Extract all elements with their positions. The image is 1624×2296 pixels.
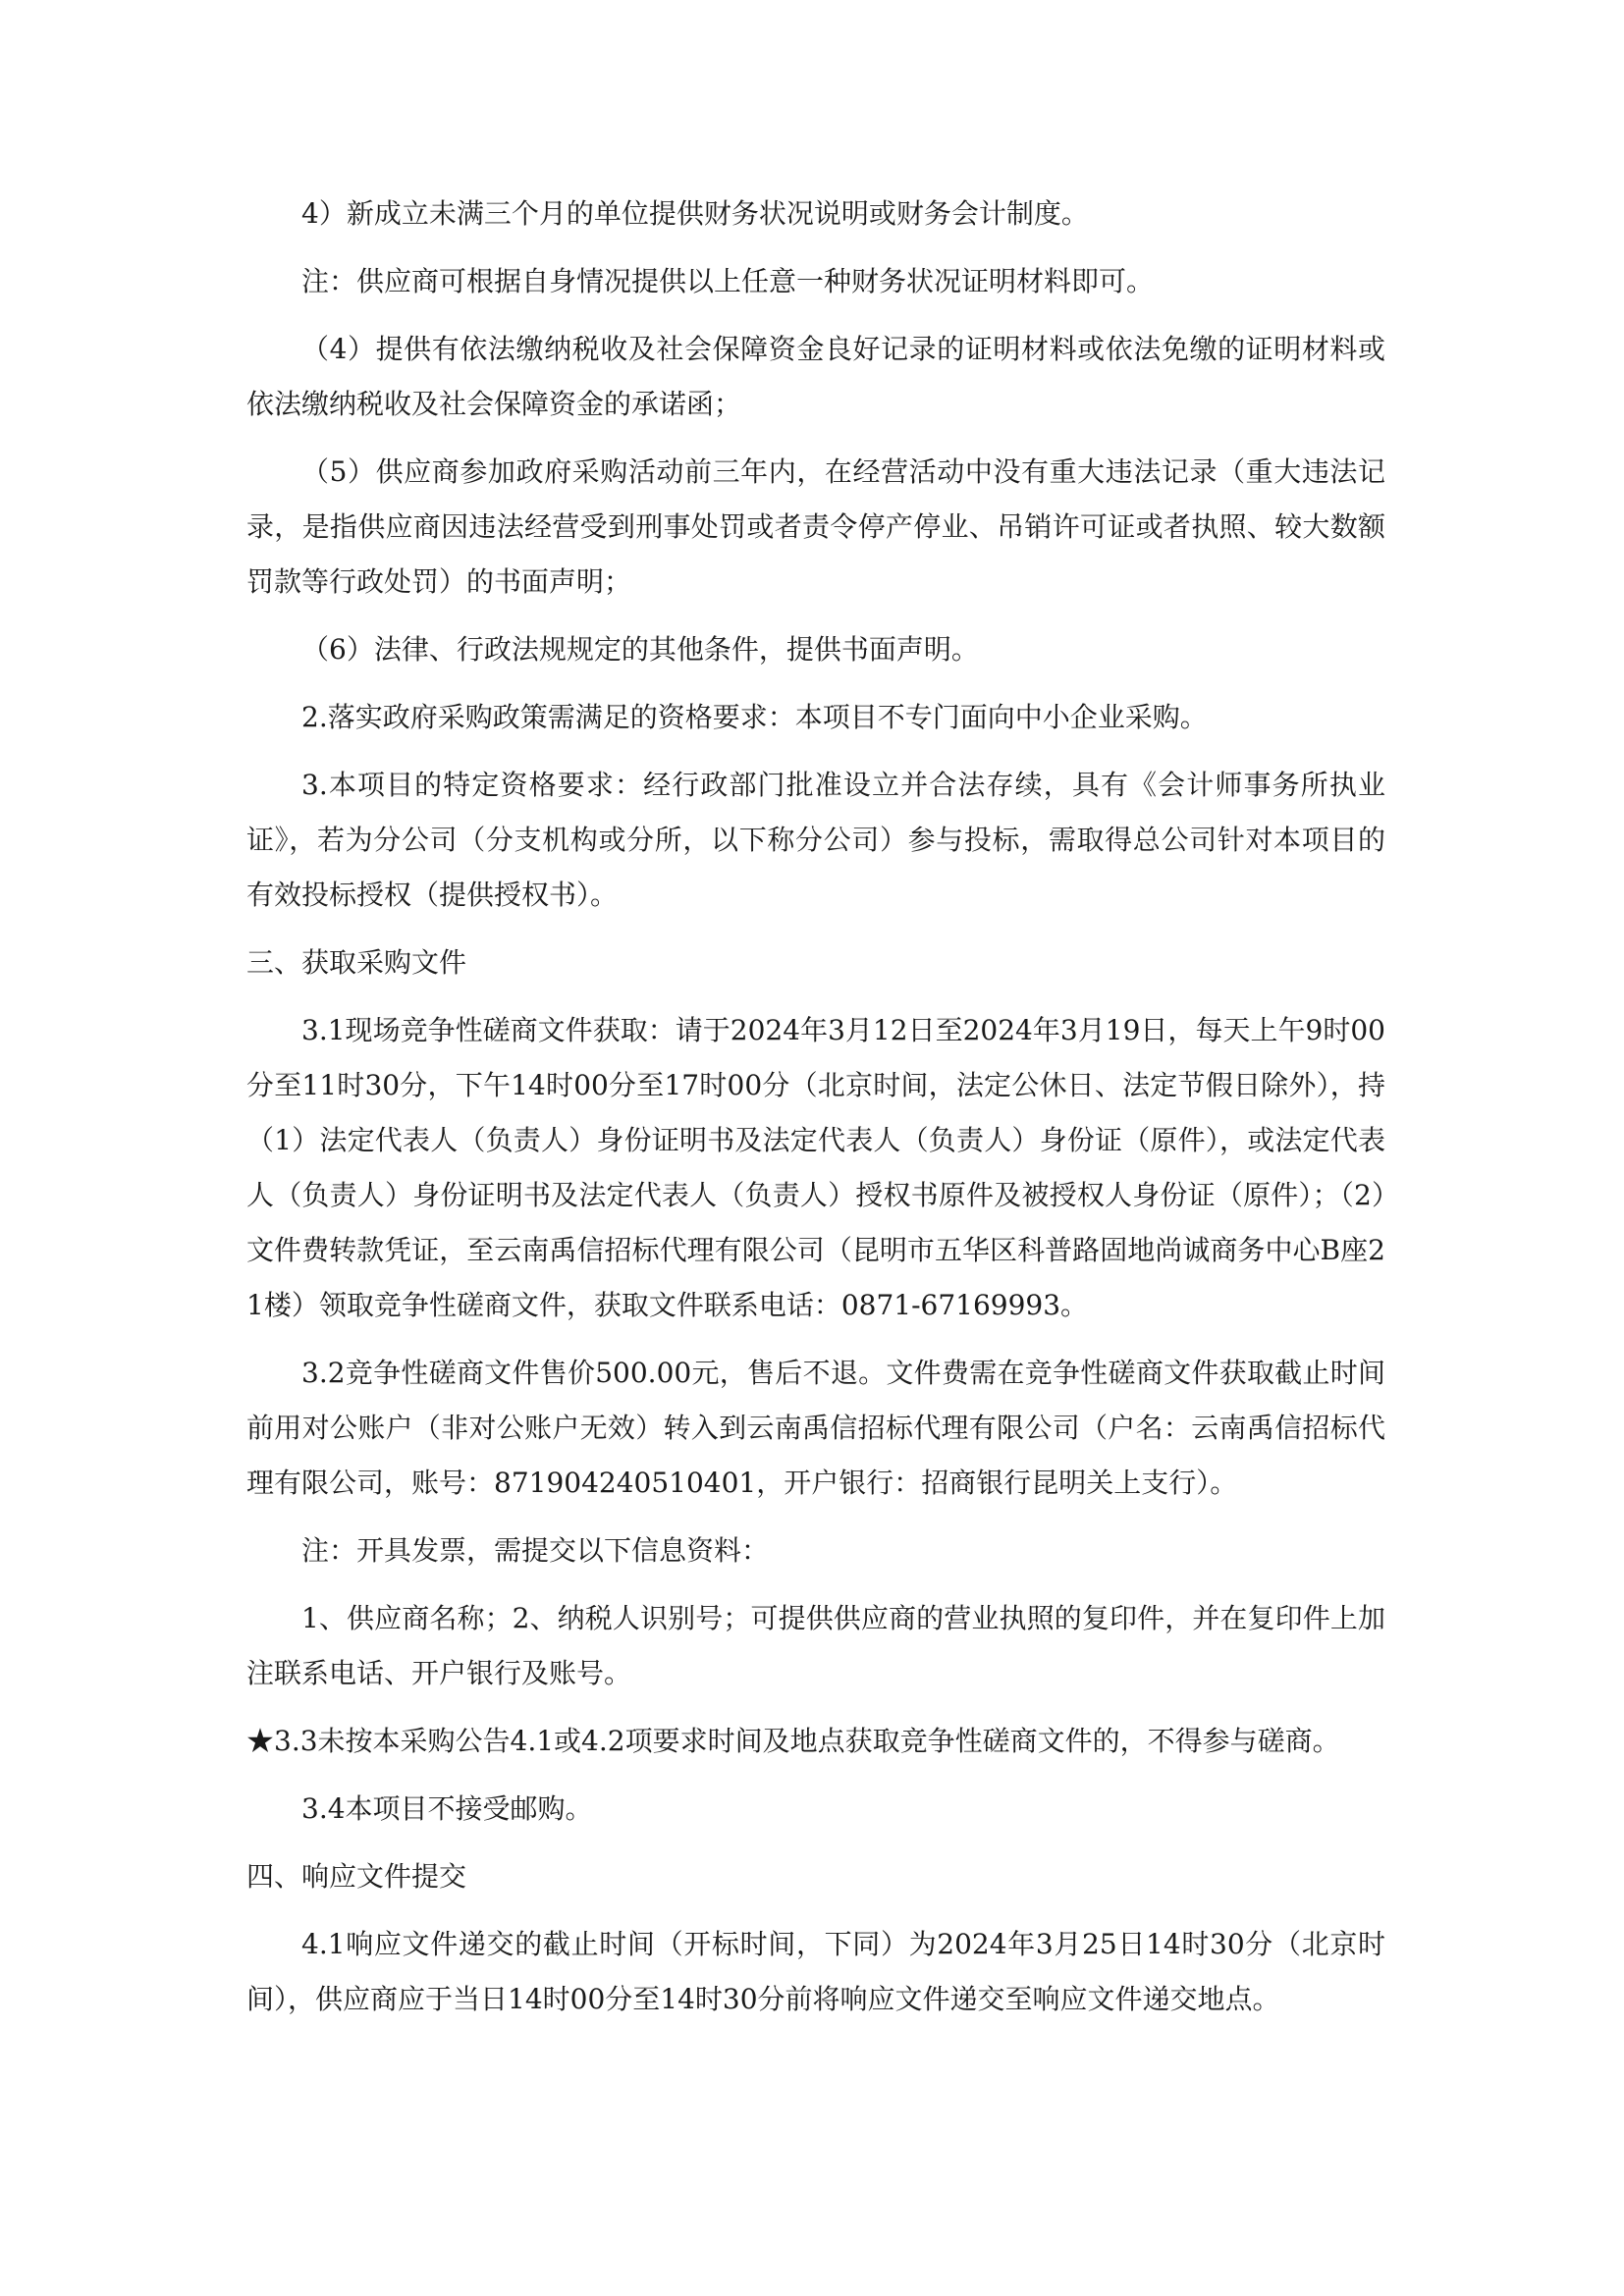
paragraph-invoice-info: 1、供应商名称；2、纳税人识别号；可提供供应商的营业执照的复印件，并在复印件上加注联系电话、开户银行及账号。	[246, 1602, 1385, 1689]
document-body	[246, 187, 1385, 2040]
paragraph-invoice-note: 注：开具发票，需提交以下信息资料：	[301, 1534, 770, 1567]
paragraph-tax-social-security: （4）提供有依法缴纳税收及社会保障资金良好记录的证明材料或依法免缴的证明材料或依法缴纳税收及社会保障资金的承诺函；	[246, 333, 1385, 420]
paragraph-3-3-starred: ★3.3未按本采购公告4.1或4.2项要求时间及地点获取竞争性磋商文件的，不得参与磋商。	[246, 1725, 1340, 1757]
paragraph-3-1-document-acquisition: 3.1现场竞争性磋商文件获取：请于2024年3月12日至2024年3月19日，每天上午9时00分至11时30分，下午14时00分至17时00分（北京时间，法定公休日、法定节假日除外），持（1）法定代表人（负责人）身份证明书及法定代表人（负责人）身份证（原件），或法定代表人（负责人）身份证明书及法定代表人（负责人）授权书原件及被授权人身份证（原件）；（2）文件费转款凭证，至云南禹信招标代理有限公司（昆明市五华区科普路固地尚诚商务中心B座21楼）领取竞争性磋商文件，获取文件联系电话：0871-67169993。	[246, 1014, 1385, 1321]
section-heading-obtain-documents: 三、获取采购文件	[246, 946, 467, 979]
paragraph-financial-item-4: 4）新成立未满三个月的单位提供财务状况说明或财务会计制度。	[301, 197, 1089, 230]
paragraph-specific-qualifications: 3.本项目的特定资格要求：经行政部门批准设立并合法存续，具有《会计师事务所执业证》，若为分公司（分支机构或分所，以下称分公司）参与投标，需取得总公司针对本项目的有效投标授权（提供授权书）。	[246, 769, 1385, 911]
paragraph-no-violation-declaration: （5）供应商参加政府采购活动前三年内，在经营活动中没有重大违法记录（重大违法记录，是指供应商因违法经营受到刑事处罚或者责令停产停业、吊销许可证或者执照、较大数额罚款等行政处罚）的书面声明；	[246, 455, 1385, 598]
paragraph-policy-requirements: 2.落实政府采购政策需满足的资格要求：本项目不专门面向中小企业采购。	[301, 701, 1208, 733]
paragraph-note-financial: 注：供应商可根据自身情况提供以上任意一种财务状况证明材料即可。	[301, 265, 1155, 297]
paragraph-other-conditions: （6）法律、行政法规规定的其他条件，提供书面声明。	[301, 633, 979, 666]
paragraph-3-2-document-price: 3.2竞争性磋商文件售价500.00元，售后不退。文件费需在竞争性磋商文件获取截止时间前用对公账户（非对公账户无效）转入到云南禹信招标代理有限公司（户名：云南禹信招标代理有限公司，账号：871904240510401，开户银行：招商银行昆明关上支行）。	[246, 1357, 1385, 1499]
paragraph-4-1-submission-deadline: 4.1响应文件递交的截止时间（开标时间，下同）为2024年3月25日14时30分（北京时间），供应商应于当日14时00分至14时30分前将响应文件递交至响应文件递交地点。	[246, 1928, 1385, 2015]
paragraph-3-4-no-mail: 3.4本项目不接受邮购。	[301, 1792, 593, 1825]
section-heading-response-submission: 四、响应文件提交	[246, 1860, 467, 1893]
